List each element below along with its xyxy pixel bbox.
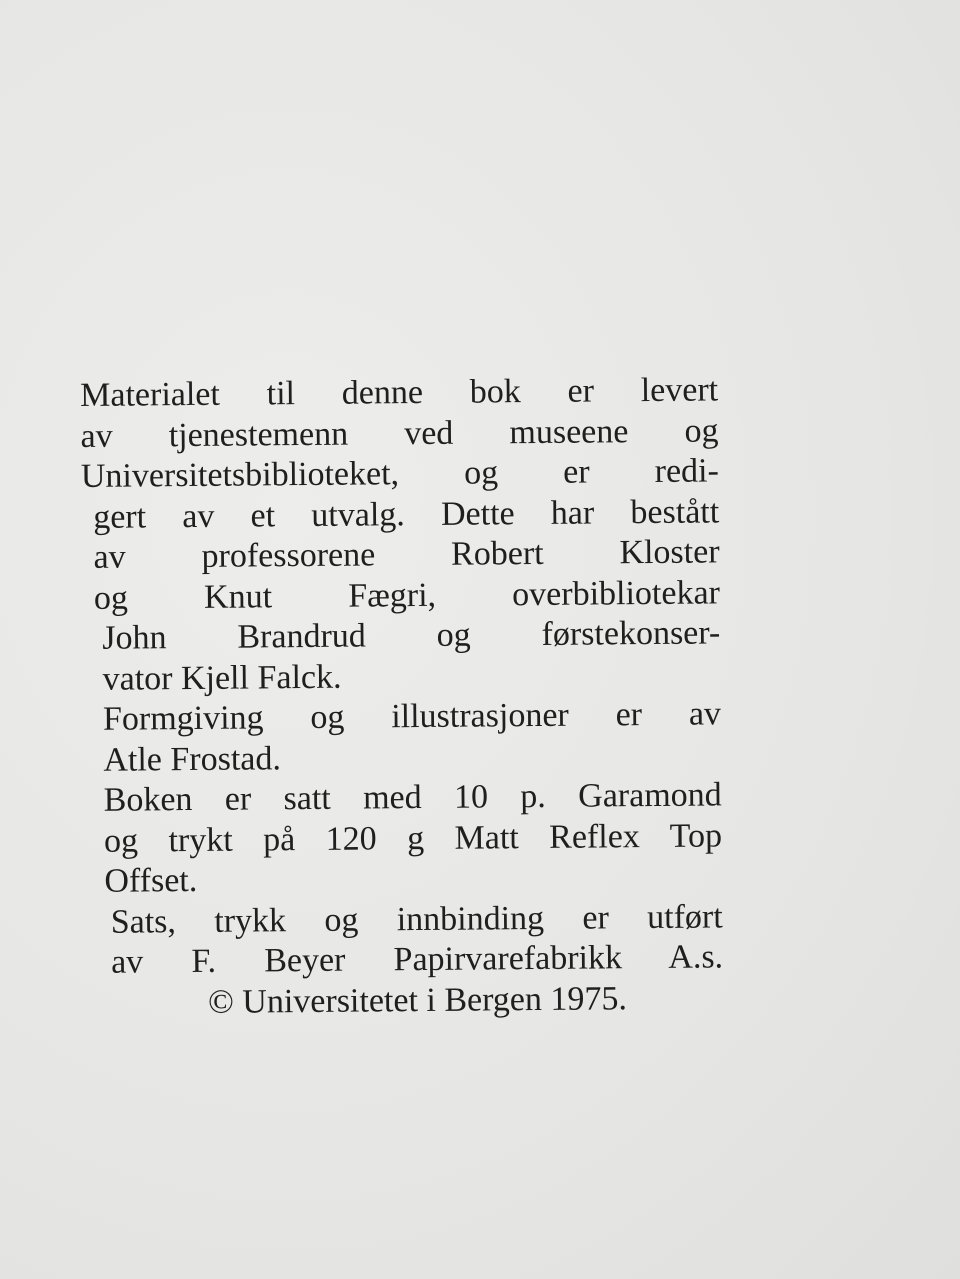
colophon-line: av F. Beyer Papirvarefabrikk A.s. <box>110 938 724 981</box>
colophon-line: Offset. <box>104 861 198 900</box>
colophon-line: Sats, trykk og innbinding er utført <box>110 897 723 941</box>
colophon-line: Atle Frostad. <box>103 739 282 779</box>
colophon-line: av professorene Robert Kloster <box>93 533 720 576</box>
colophon-line: og trykt på 120 g Matt Reflex Top <box>103 816 723 860</box>
colophon-text-block <box>78 370 724 1024</box>
colophon-line: av tjenestemenn ved museene og <box>80 411 719 455</box>
colophon-line: Materialet til denne bok er levert <box>80 371 719 414</box>
colophon-line: John Brandrud og førstekonser- <box>102 614 721 657</box>
colophon-line: Formgiving og illustrasjoner er av <box>102 695 722 738</box>
colophon-line: Boken er satt med 10 p. Garamond <box>103 776 722 819</box>
colophon-line: Universitetsbiblioteket, og er redi- <box>80 452 720 495</box>
colophon-line: vator Kjell Falck. <box>102 658 342 698</box>
copyright-line: © Universitetet i Bergen 1975. <box>207 979 628 1021</box>
colophon-line: gert av et utvalg. Dette har bestått <box>93 492 720 536</box>
colophon-line: og Knut Fægri, overbibliotekar <box>93 573 721 617</box>
